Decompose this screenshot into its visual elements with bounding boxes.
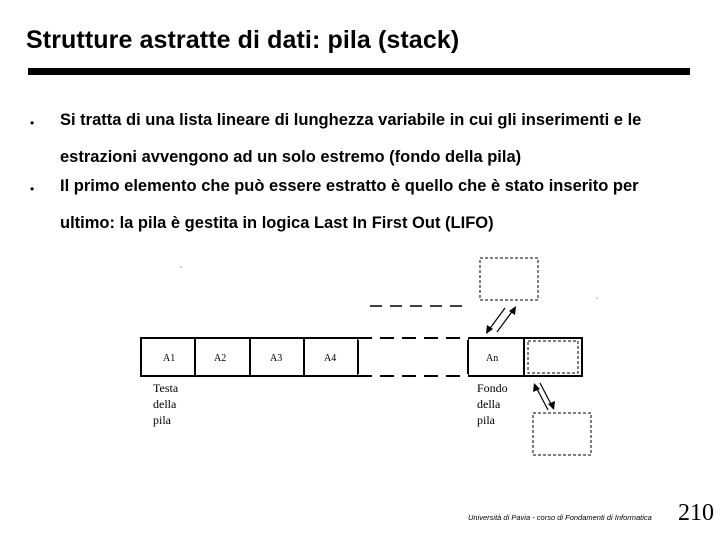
push-pop-arrows: [486, 306, 516, 334]
bottom-label-line-2: della: [477, 397, 501, 411]
page-number: 210: [678, 500, 714, 526]
extracted-element-box: [533, 413, 591, 455]
bullet-text-1: Si tratta di una lista lineare di lunghezza variabile in cui gli inserimenti e le estrazioni avvengono ad un solo estremo (fondo della pila): [60, 111, 642, 166]
cell-label-a1: A1: [163, 353, 176, 364]
bottom-label-line-1: Fondo: [477, 381, 508, 395]
empty-slot: [528, 341, 578, 373]
cell-label-a3: A3: [270, 353, 283, 364]
stack-row-outline: [141, 338, 582, 376]
footer-text: Università di Pavia - corso di Fondamenti di Informatica: [468, 513, 652, 522]
bullet-marker-2: •: [30, 182, 35, 196]
extract-arrows: [533, 383, 555, 410]
head-label-line-3: pila: [153, 413, 171, 427]
head-label-line-1: Testa: [153, 381, 179, 395]
cell-label-a4: A4: [324, 353, 337, 364]
bullet-text-2: Il primo elemento che può essere estratto è quello che è stato inserito per ultimo: la pila è gestita in logica Last In First Out (LIFO): [60, 177, 639, 232]
head-label-line-2: della: [153, 397, 177, 411]
cell-label-an: An: [486, 353, 499, 364]
cell-label-a2: A2: [214, 353, 227, 364]
incoming-element-box: [480, 258, 538, 300]
bullet-marker-1: •: [30, 116, 35, 130]
bottom-label-line-3: pila: [477, 413, 495, 427]
slide-title: Strutture astratte di dati: pila (stack): [26, 26, 460, 54]
